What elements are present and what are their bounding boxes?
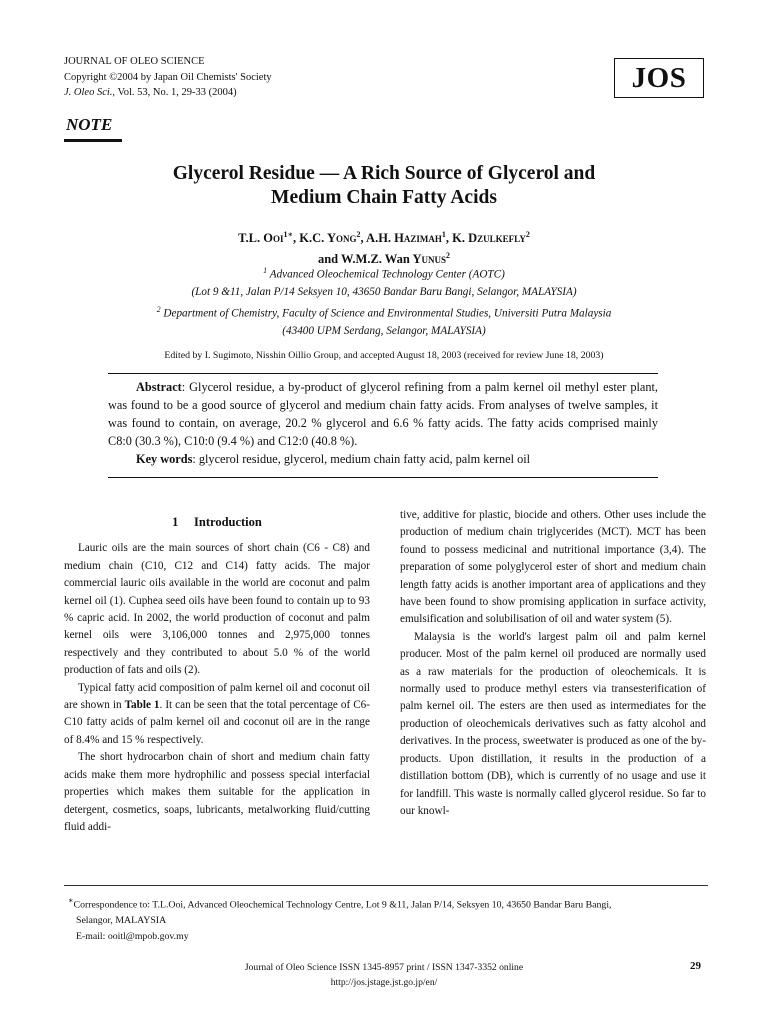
abstract-text: : Glycerol residue, a by-product of glycerol refining from a palm kernel oil methyl ester plant, was found to be a good source of glycerol and medium chain fatty acids. From analyses of twelve samples, it was found to contain, on average, 20.2 % glycerol and 6.6 % fatty acids. The fatty acids comprised mainly C8:0 (30.3 %), C10:0 (9.4 %) and C12:0 (40.8 %). <box>108 380 658 448</box>
intro-paragraph-4: Malaysia is the world's largest palm oil and palm kernel producer. Most of the palm kernel oil produced are normally used as a raw materials for the production of oleochemicals. It is normally used to produce methyl esters via transesterification of palm kernel oil. The esters are then used as intermediates for the production of oleochemicals derivatives such as fatty alcohol and derivatives. In the process, sweetwater is produced as one of the by-products. Upon distillation, it results in the production of a distillation bottom (DB), which is currently of no usage and use it for landfill. This waste is normally called glycerol residue. So far to our knowl- <box>400 630 706 817</box>
author-4-surname: zulkefly <box>477 231 526 246</box>
note-underline <box>64 139 122 142</box>
affiliation-1-address: (Lot 9 &11, Jalan P/14 Seksyen 10, 43650 Bandar Baru Bangi, Selangor, MALAYSIA) <box>191 285 577 298</box>
author-1-surname: oi <box>272 231 284 246</box>
author-2-surname: ong <box>335 231 357 246</box>
author-2-sup: 2 <box>356 230 361 239</box>
left-column <box>64 507 370 836</box>
author-5-surname: unus <box>421 252 447 267</box>
journal-name: JOURNAL OF OLEO SCIENCE <box>64 56 205 67</box>
affiliation-2-address: (43400 UPM Serdang, Selangor, MALAYSIA) <box>282 325 486 338</box>
journal-header <box>64 54 272 101</box>
keywords-label: Key words <box>136 452 193 466</box>
correspondence-marker: ∗ <box>68 896 74 905</box>
editor-note: Edited by I. Sugimoto, Nisshin Oillio Group, and accepted August 18, 2003 (received for review June 18, 2003) <box>164 350 604 361</box>
author-5-prefix: and W.M.Z. Wan Y <box>317 252 422 267</box>
abstract-bottom-rule <box>108 477 658 478</box>
title-line-1: Glycerol Residue — A Rich Source of Glycerol and <box>172 163 596 184</box>
affiliation-1 <box>84 262 684 284</box>
keywords-text: : glycerol residue, glycerol, medium chain fatty acid, palm kernel oil <box>192 452 531 466</box>
footer-issn: Journal of Oleo Science ISSN 1345-8957 print / ISSN 1347-3352 online <box>244 962 524 973</box>
author-3-prefix: , A.H. H <box>360 231 404 246</box>
jos-logo-box: JOS <box>614 58 704 98</box>
abstract-paragraph <box>108 378 658 450</box>
correspondence-email: E-mail: ooitl@mpob.gov.my <box>76 931 189 943</box>
correspondence-footnote <box>68 893 708 945</box>
correspondence-line-2: Selangor, MALAYSIA <box>76 915 167 927</box>
affiliation-1-name: Advanced Oleochemical Technology Center (AOTC) <box>267 268 505 281</box>
affiliations <box>84 262 684 340</box>
author-3-surname: azimah <box>403 231 442 246</box>
title-line-2: Medium Chain Fatty Acids <box>271 187 497 208</box>
paper-title <box>84 162 684 210</box>
section-heading-introduction: 1 Introduction <box>172 515 262 529</box>
affiliation-2-name: Department of Chemistry, Faculty of Science and Environmental Studies, Universiti Putra Malaysia <box>160 307 612 320</box>
author-4-prefix: , K. D <box>445 231 478 246</box>
keywords-line <box>108 450 658 468</box>
author-1-sup: 1∗ <box>283 230 294 239</box>
correspondence-line-1 <box>68 893 708 913</box>
affiliation-2-sup: 2 <box>156 305 161 315</box>
author-2-prefix: , K.C. Y <box>293 231 336 246</box>
author-4-sup: 2 <box>525 230 530 239</box>
author-5-sup: 2 <box>446 251 451 261</box>
copyright-line: Copyright ©2004 by Japan Oil Chemists' Society <box>64 71 272 83</box>
page-number: 29 <box>690 960 701 972</box>
intro-paragraph-2-start: Typical fatty acid composition of palm kernel oil and coconut oil are shown in <box>64 681 370 712</box>
page-footer <box>120 960 648 990</box>
intro-paragraph-1: Lauric oils are the main sources of short chain (C6 - C8) and medium chain (C10, C12 and C14) fatty acids. The major commercial lauric oils available in the world are coconut and palm kernel oil (1). Cuphea seed oils have been found to contain up to 93 % capric acid. In 2002, the world production of coconut and palm kernel oils were 3,106,000 tonnes and 2,975,000 tonnes respectively and they contributed to about 5.0 % of the world production of fats and oils (2). <box>64 542 370 677</box>
affiliation-1-sup: 1 <box>263 266 268 275</box>
author-1-prefix: T.L. O <box>238 231 273 246</box>
note-label: NOTE <box>66 115 113 134</box>
abstract-block <box>108 378 658 468</box>
authors-line-1 <box>84 226 684 247</box>
right-column <box>400 507 706 820</box>
intro-paragraph-3: The short hydrocarbon chain of short and medium chain fatty acids make them more hydrophilic and possess special interfacial properties which makes them suitable for the application in detergent, cosmetics, soaps, lubricants, metalworking fluid/cutting fluid addi- <box>64 751 370 833</box>
intro-paragraph-3-continued: tive, additive for plastic, biocide and others. Other uses include the production of medium chain triglycerides (MCT). MCT has been found to possess medicinal and nutritional importance (3,4). The preparation of some polyglycerol ester of short and medium chain length fatty acids is another important area of applications and they have been found to show promising application in surface activity, emulsification and solubilisation of oil and water system (5). <box>400 509 706 626</box>
affiliation-2 <box>84 301 684 323</box>
citation-rest: , Vol. 53, No. 1, 29-33 (2004) <box>112 87 237 98</box>
author-3-sup: 1 <box>441 230 446 239</box>
intro-paragraph-2-end: . It can be seen that the total percentage of C6-C10 fatty acids of palm kernel oil and coconut oil are in the range of 8.4% and 15 % respectively. <box>64 699 371 746</box>
abstract-label: Abstract <box>136 380 182 394</box>
footnote-rule <box>64 885 708 886</box>
citation-line <box>64 85 272 101</box>
abstract-top-rule <box>108 373 658 374</box>
intro-paragraph-2 <box>64 680 370 750</box>
footer-url: http://jos.jstage.jst.go.jp/en/ <box>330 977 438 988</box>
correspondence-text: Correspondence to: T.L.Ooi, Advanced Oleochemical Technology Centre, Lot 9 &11, Jalan P/14, Seksyen 10, 43650 Bandar Baru Bangi, <box>73 899 612 911</box>
table-1-reference: Table 1 <box>124 699 160 712</box>
citation-abbrev: J. Oleo Sci. <box>64 87 113 98</box>
